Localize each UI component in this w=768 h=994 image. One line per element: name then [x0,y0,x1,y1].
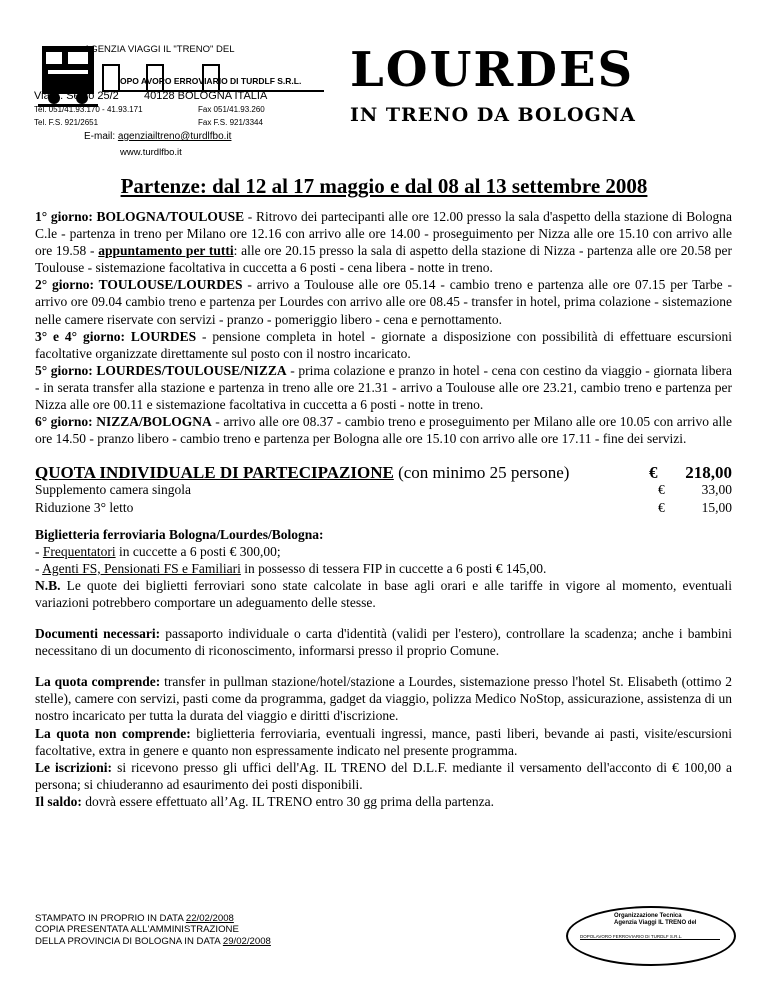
nb-text: Le quote dei biglietti ferroviari sono state calcolate in base agli orari e alle tariffe in vigore al momento, eventuali variazioni potrebbero comportare un adeguamento delle stesse. [35,577,732,610]
page-title: LOURDES [350,42,635,98]
itinerary-day-6 [35,413,732,447]
day-text: - arrivo alle ore 08.37 - cambio treno e proseguimento per Milano alle ore 10.05 con arrivo alle ore 14.50 - pranzo libero - cambio treno e partenza per Bologna alle ore 15.10 con arrivo alle ore 17.11 - fine dei servizi. [35,414,732,447]
agency-city: 40128 BOLOGNA ITALIA [144,90,268,102]
email-link[interactable]: agenziailtreno@turdlfbo.it [117,131,232,142]
agency-header [34,30,328,160]
tickets-note [35,577,732,611]
itinerary-day-5 [35,362,732,413]
day-label: 3° e 4° giorno: LOURDES [35,328,197,344]
stamp-line-1: Organizzazione Tecnica [614,913,682,919]
ticket-category: Agenti FS, Pensionati FS e Familiari [42,560,241,576]
nb-label: N.B. [35,577,61,593]
currency-symbol: € [658,482,665,498]
page-subtitle: IN TRENO DA BOLOGNA [350,104,636,126]
stamp-line-3: DOPOLAVORO FERROVIARIO DI TURDLF S.R.L. [580,934,720,940]
includes-label: La quota comprende: [35,674,161,690]
price-main-label: QUOTA INDIVIDUALE DI PARTECIPAZIONE [35,463,394,483]
agency-tel2: Tel. F.S. 921/2651 [34,118,99,127]
agency-name-line: AGENZIA VIAGGI IL "TRENO" DEL [84,44,235,55]
document-body [35,208,732,810]
agency-org-name: OPO AVORO ERROVIARIO DI TURDLF S.R.L. [120,76,302,86]
price-row-third-bed [35,499,732,516]
registrations-paragraph [35,759,732,793]
agency-email-line [84,131,231,142]
agency-fax1: Fax 051/41.93.260 [198,105,265,114]
excludes-paragraph [35,725,732,759]
price-row-amount: 15,00 [701,499,732,515]
ticket-price-text: in possesso di tessera FIP in cuccette a 6 posti € 145,00. [240,560,547,576]
currency-symbol: € [649,463,658,483]
excludes-label: La quota non comprende: [35,725,191,741]
tickets-line-1 [35,543,732,560]
day-text: - pensione completa in hotel - giornate a disposizione con possibilità di effettuare escursioni facoltative organizzate direttamente sul posto con il nostro incaricato. [35,328,732,361]
price-row-label: Riduzione 3° letto [35,499,134,515]
documents-label: Documenti necessari: [35,626,161,642]
day-label: 6° giorno: NIZZA/BOLOGNA [35,414,212,430]
balance-text: dovrà essere effettuato all’Ag. IL TRENO entro 30 gg prima della partenza. [81,793,494,809]
balance-paragraph [35,793,732,810]
dlf-wordmark [102,68,324,92]
print-footer [35,913,271,947]
price-main-row [35,464,732,481]
itinerary-day-2 [35,276,732,327]
agency-tel1: Tel. 051/41.93.170 - 41.93.171 [34,105,143,114]
day-text: - prima colazione e pranzo in hotel - cena con cestino da viaggio - giornata libera - in serata transfer alla stazione e partenza in treno alle ore 21.31 - arrivo a Toulouse alle ore 23.21, cambio treno e partenza per Nizza alle ore 00.11 e sistemazione facoltativa in cuccetta a 6 posti - notte in treno. [35,362,732,413]
day-label: 2° giorno: TOULOUSE/LOURDES [35,277,243,293]
price-main-amount: 218,00 [685,463,732,483]
agency-website[interactable]: www.turdlfbo.it [120,147,182,158]
ticket-price-text: in cuccette a 6 posti € 300,00; [115,543,281,559]
dash: - [35,543,43,559]
registrations-text: si ricevono presso gli uffici dell'Ag. IL TRENO del D.L.F. mediante il versamento dell'acconto di € 100,00 a persona; si chiuderanno ad esaurimento dei posti disponibili. [35,759,733,792]
dash: - [35,560,43,576]
price-row-amount: 33,00 [701,482,732,498]
documents-paragraph [35,625,732,659]
day-label: 1° giorno: BOLOGNA/TOULOUSE [35,209,245,224]
footer-copy-line: COPIA PRESENTATA ALL'AMMINISTRAZIONE [35,924,239,936]
footer-province-label: DELLA PROVINCIA DI BOLOGNA IN DATA [35,935,223,947]
includes-paragraph [35,673,732,724]
footer-printed-date: 22/02/2008 [185,913,234,924]
tickets-heading [35,526,732,543]
day-text: - Ritrovo dei partecipanti alle ore 12.00 presso la sala d'aspetto della stazione di Bologna C.le - partenza in treno per Milano ore 12.16 con arrivo alle ore 14.00 - proseguimento per Nizza alle ore 15.10 con arrivo alle ore 19.58 - [35,209,733,259]
tickets-heading-text: Biglietteria ferroviaria Bologna/Lourdes/Bologna: [35,526,324,542]
itinerary-day-3-4 [35,328,732,362]
balance-label: Il saldo: [35,793,82,809]
currency-symbol: € [658,499,665,515]
meeting-highlight: appuntamento per tutti [98,243,234,259]
day-text: : alle ore 20.15 presso la sala di aspetto della stazione di Nizza - partenza alle ore 20.58 per Toulouse - sistemazione facoltativa in cuccetta a 6 posti - cena libera - notte in treno. [35,243,733,276]
excludes-text: biglietteria ferroviaria, eventuali ingressi, mance, pasti liberi, bevande ai pasti, visite/escursioni facoltative, extra in genere e quanto non espressamente indicato nel presente programma. [35,725,733,758]
agency-address: Via S. Serlio 25/2 [34,90,119,102]
includes-text: transfer in pullman stazione/hotel/stazione a Lourdes, sistemazione presso l'hotel St. Elisabeth (ottimo 2 stelle), camere con servizi, pasti come da programma, gadget da viaggio, polizza Medico NoStop, assicurazione, assistenza di un nostro incaricato per tutta la durata del viaggio e diritti d'iscrizione. [35,674,732,724]
day-label: 5° giorno: LOURDES/TOULOUSE/NIZZA [35,362,287,378]
footer-printed-label: STAMPATO IN PROPRIO IN DATA [35,913,186,924]
day-text: - arrivo a Toulouse alle ore 05.14 - cambio treno e partenza alle ore 07.15 per Tarbe - arrivo ore 09.04 cambio treno e partenza per Lourdes con arrivo alle ore 08.45 - transfer in hotel, prima colazione - sistemazione nelle camere riservate con servizi - pranzo - pomeriggio libero - cena e pernottamento. [35,277,733,327]
departures-heading: Partenze: dal 12 al 17 maggio e dal 08 al 13 settembre 2008 [120,174,648,198]
footer-province-date: 29/02/2008 [222,935,271,947]
organizer-stamp [566,906,736,966]
stamp-line-2: Agenzia Viaggi IL TRENO del [614,920,697,926]
email-label: E-mail: [84,131,118,142]
price-row-label: Supplemento camera singola [35,482,191,498]
itinerary-day-1 [35,208,732,276]
registrations-label: Le iscrizioni: [35,759,113,775]
agency-fax2: Fax F.S. 921/3344 [198,118,263,127]
ticket-category: Frequentatori [42,543,116,559]
price-row-single [35,481,732,498]
tickets-line-2 [35,560,732,577]
documents-text: passaporto individuale o carta d'identità (validi per l'estero), controllare la scadenza; anche i bambini necessitano di un documento di riconoscimento, informarsi presso il proprio Comune. [35,626,732,659]
price-main-note: (con minimo 25 persone) [393,463,570,483]
